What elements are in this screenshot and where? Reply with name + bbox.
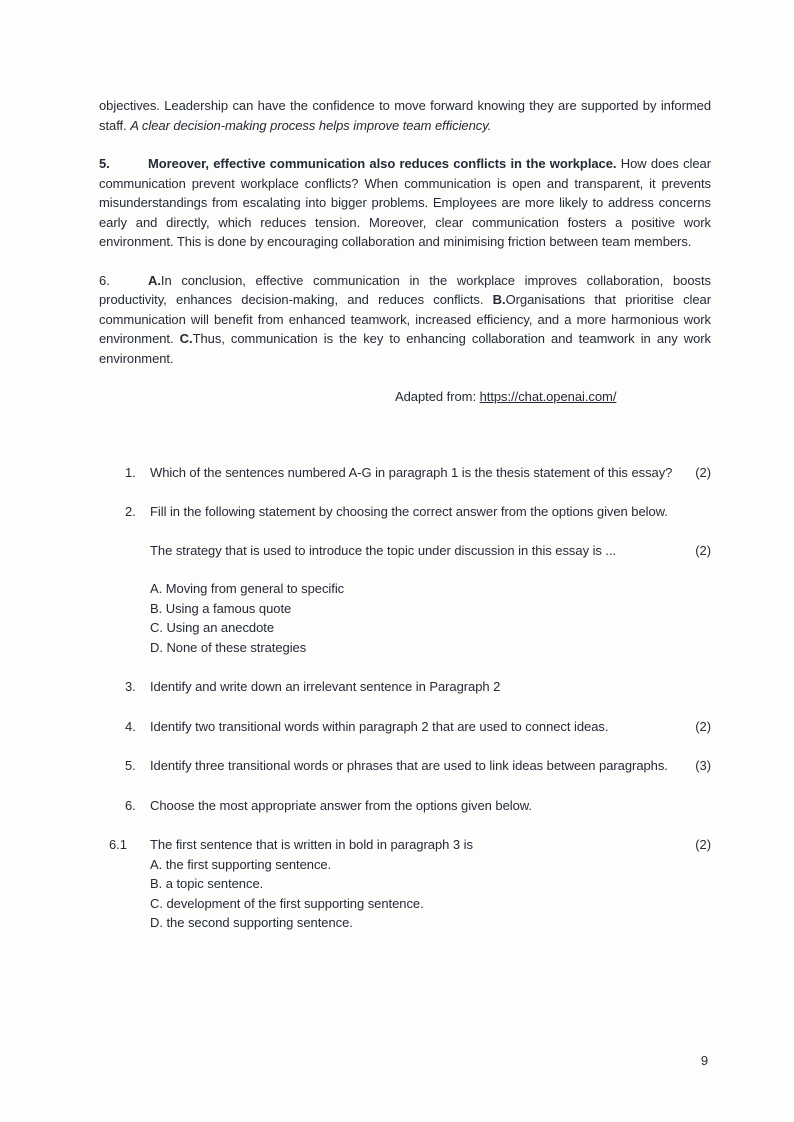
question-6-text: Choose the most appropriate answer from the options given below. bbox=[150, 797, 532, 813]
question-6-1-marks: (2) bbox=[695, 837, 711, 852]
question-4-number: 4. bbox=[125, 718, 136, 734]
paragraph-6-label-a: A. bbox=[148, 272, 161, 288]
question-1-number: 1. bbox=[125, 464, 136, 480]
question-2-statement bbox=[150, 541, 711, 561]
paragraph-6-label-b: B. bbox=[492, 292, 506, 307]
question-5 bbox=[125, 756, 711, 776]
paragraph-6-sentence-b: Organisations that prioritise clear communication will benefit from enhanced teamwork, increased efficiency, and a more harmonious work environment. bbox=[99, 292, 711, 346]
question-4-text: Identify two transitional words within paragraph 2 that are used to connect ideas. bbox=[150, 718, 609, 734]
question-6-1-option-c: C. development of the first supporting sentence. bbox=[150, 895, 424, 911]
question-6-1-text: The first sentence that is written in bold in paragraph 3 is bbox=[150, 837, 473, 852]
question-2-options bbox=[150, 579, 711, 657]
question-2-text: Fill in the following statement by choosing the correct answer from the options given below. bbox=[150, 504, 668, 519]
question-4-marks: (2) bbox=[695, 718, 711, 734]
question-list bbox=[99, 463, 711, 933]
paragraph-5 bbox=[99, 154, 711, 252]
question-6-1-option-a: A. the first supporting sentence. bbox=[150, 856, 332, 872]
question-6-1 bbox=[109, 835, 711, 933]
question-2-number: 2. bbox=[125, 504, 136, 519]
paragraph-5-topic-sentence: Moreover, effective communication also reduces conflicts in the workplace. bbox=[148, 156, 617, 171]
intro-italic-text: A clear decision-making process helps improve team efficiency. bbox=[130, 117, 492, 133]
question-5-number: 5. bbox=[125, 758, 136, 773]
source-line bbox=[395, 387, 711, 407]
question-6-1-option-d: D. the second supporting sentence. bbox=[150, 915, 353, 930]
paragraph-6-sentence-a: In conclusion, effective communication in the workplace improves collaboration, boosts productivity, enhances decision-making, and reduces conflicts. bbox=[99, 272, 711, 307]
question-6-1-number: 6.1 bbox=[109, 837, 127, 852]
page-number: 9 bbox=[700, 1053, 708, 1068]
question-3-text: Identify and write down an irrelevant sentence in Paragraph 2 bbox=[150, 679, 501, 694]
question-3 bbox=[125, 677, 711, 697]
source-label: Adapted from: bbox=[395, 389, 480, 404]
question-1-text: Which of the sentences numbered A-G in paragraph 1 is the thesis statement of this essay? bbox=[150, 464, 673, 480]
paragraph-6-label-c: C. bbox=[179, 331, 193, 346]
question-6-number: 6. bbox=[125, 797, 136, 813]
question-4 bbox=[125, 717, 711, 737]
paragraph-6-number: 6. bbox=[99, 272, 110, 288]
question-5-marks: (3) bbox=[695, 758, 711, 773]
intro-regular-text: objectives. Leadership can have the confidence to move forward knowing they are supported by informed staff. bbox=[99, 98, 711, 133]
question-3-number: 3. bbox=[125, 679, 136, 694]
question-2-option-a: A. Moving from general to specific bbox=[150, 581, 345, 596]
question-2 bbox=[125, 502, 711, 657]
question-6-1-options bbox=[150, 855, 711, 933]
paragraph-6 bbox=[99, 271, 711, 369]
question-2-statement-text: The strategy that is used to introduce the topic under discussion in this essay is ... bbox=[150, 542, 617, 558]
question-6 bbox=[125, 796, 711, 816]
question-1 bbox=[125, 463, 711, 483]
source-link[interactable]: https://chat.openai.com/ bbox=[479, 389, 617, 404]
paragraph-5-number: 5. bbox=[99, 156, 110, 171]
question-2-option-b: B. Using a famous quote bbox=[150, 600, 292, 616]
question-2-option-c: C. Using an anecdote bbox=[150, 620, 275, 635]
question-2-statement-marks: (2) bbox=[695, 542, 711, 558]
question-2-option-d: D. None of these strategies bbox=[150, 639, 307, 655]
question-5-text: Identify three transitional words or phrases that are used to link ideas between paragraphs. bbox=[150, 758, 668, 773]
question-1-marks: (2) bbox=[695, 464, 711, 480]
paragraph-6-sentence-c: Thus, communication is the key to enhancing collaboration and teamwork in any work environment. bbox=[99, 331, 711, 366]
paragraph-5-body: How does clear communication prevent workplace conflicts? When communication is open and transparent, it prevents misunderstandings from escalating into bigger problems. Employees are more likely to address concerns early and directly, which reduces tension. Moreover, clear communication fosters a positive work environment. This is done by encouraging collaboration and minimising friction between team members. bbox=[99, 156, 711, 249]
intro-paragraph bbox=[99, 96, 711, 135]
question-6-1-option-b: B. a topic sentence. bbox=[150, 876, 264, 891]
